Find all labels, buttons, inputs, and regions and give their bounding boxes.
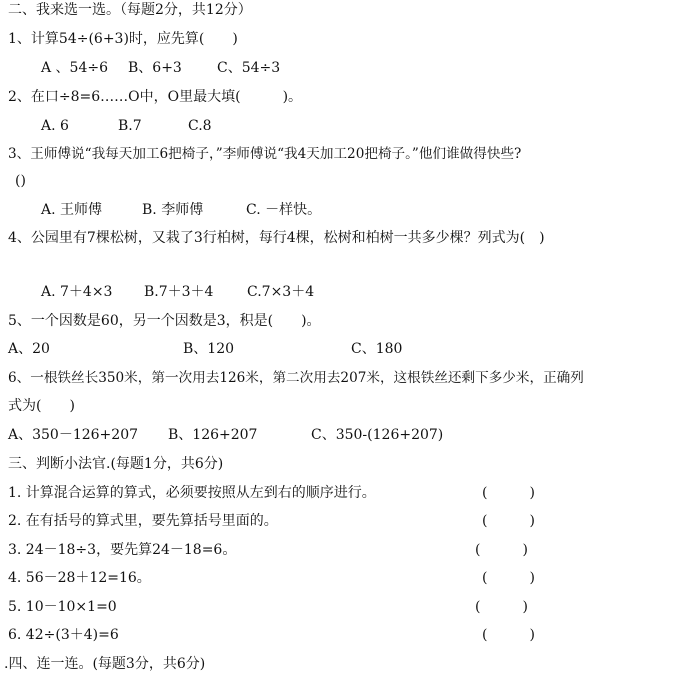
- question-3-stem: 3、王师傅说“我每天加工6把椅子，”李师傅说“我4天加工20把椅子。”他们谁做得快些?: [8, 146, 522, 162]
- judge-item-1-blank: ( ): [482, 485, 535, 501]
- judge-item-3-blank: ( ): [475, 542, 528, 558]
- question-2-option-b: B.7: [118, 118, 142, 134]
- question-6-stem-continued: 式为( ): [8, 398, 75, 414]
- question-3-option-c: C. －样快。: [246, 202, 322, 218]
- question-6-option-a: A、350－126+207: [8, 427, 139, 443]
- section-3-title: 三、判断小法官.(每题1分，共6分): [8, 456, 224, 472]
- judge-item-4: 4. 56－28＋12=16。: [8, 570, 151, 586]
- question-2-stem: 2、在口÷8=6……O中，O里最大填( )。: [8, 89, 303, 105]
- question-3-option-a: A. 王师傅: [41, 202, 103, 218]
- section-4-title: .四、连一连。(每题3分，共6分): [4, 656, 206, 672]
- question-5-stem: 5、一个因数是60，另一个因数是3，积是( )。: [8, 313, 321, 329]
- judge-item-3: 3. 24－18÷3，要先算24－18=6。: [8, 542, 237, 558]
- judge-item-5: 5. 10－10×1=0: [8, 599, 117, 615]
- question-6-option-c: C、350-(126+207): [311, 427, 444, 443]
- judge-item-6: 6. 42÷(3＋4)=6: [8, 627, 119, 643]
- question-1-option-c: C、54÷3: [217, 60, 281, 76]
- question-4-option-b: B.7＋3＋4: [144, 284, 214, 300]
- question-6-option-b: B、126+207: [168, 427, 258, 443]
- judge-item-4-blank: ( ): [482, 570, 535, 586]
- question-2-option-a: A. 6: [41, 118, 69, 134]
- question-1-option-a: A 、54÷6: [41, 60, 109, 76]
- judge-item-5-blank: ( ): [475, 599, 528, 615]
- question-2-option-c: C.8: [188, 118, 212, 134]
- judge-item-1: 1. 计算混合运算的算式，必须要按照从左到右的顺序进行。: [8, 485, 376, 501]
- question-4-option-c: C.7×3＋4: [247, 284, 315, 300]
- question-1-stem: 1、计算54÷(6+3)时，应先算( ): [8, 31, 238, 47]
- question-4-stem: 4、公园里有7棵松树，又栽了3行柏树，每行4棵，松树和柏树一共多少棵？列式为( ): [8, 230, 545, 246]
- judge-item-2-blank: ( ): [482, 513, 535, 529]
- question-3-option-b: B. 李师傅: [142, 202, 204, 218]
- question-3-answer-blank: (): [15, 173, 26, 189]
- judge-item-6-blank: ( ): [482, 627, 535, 643]
- judge-item-2: 2. 在有括号的算式里，要先算括号里面的。: [8, 513, 278, 529]
- question-5-option-a: A、20: [8, 341, 50, 357]
- question-4-option-a: A. 7＋4×3: [41, 284, 113, 300]
- question-5-option-c: C、180: [351, 341, 403, 357]
- question-6-stem: 6、一根铁丝长350米，第一次用去126米，第二次用去207米，这根铁丝还剩下多少米，正确列: [8, 370, 584, 386]
- question-1-option-b: B、6+3: [128, 60, 182, 76]
- section-2-title: 二、我来选一选。（每题2分，共12分）: [8, 2, 252, 18]
- question-5-option-b: B、120: [183, 341, 235, 357]
